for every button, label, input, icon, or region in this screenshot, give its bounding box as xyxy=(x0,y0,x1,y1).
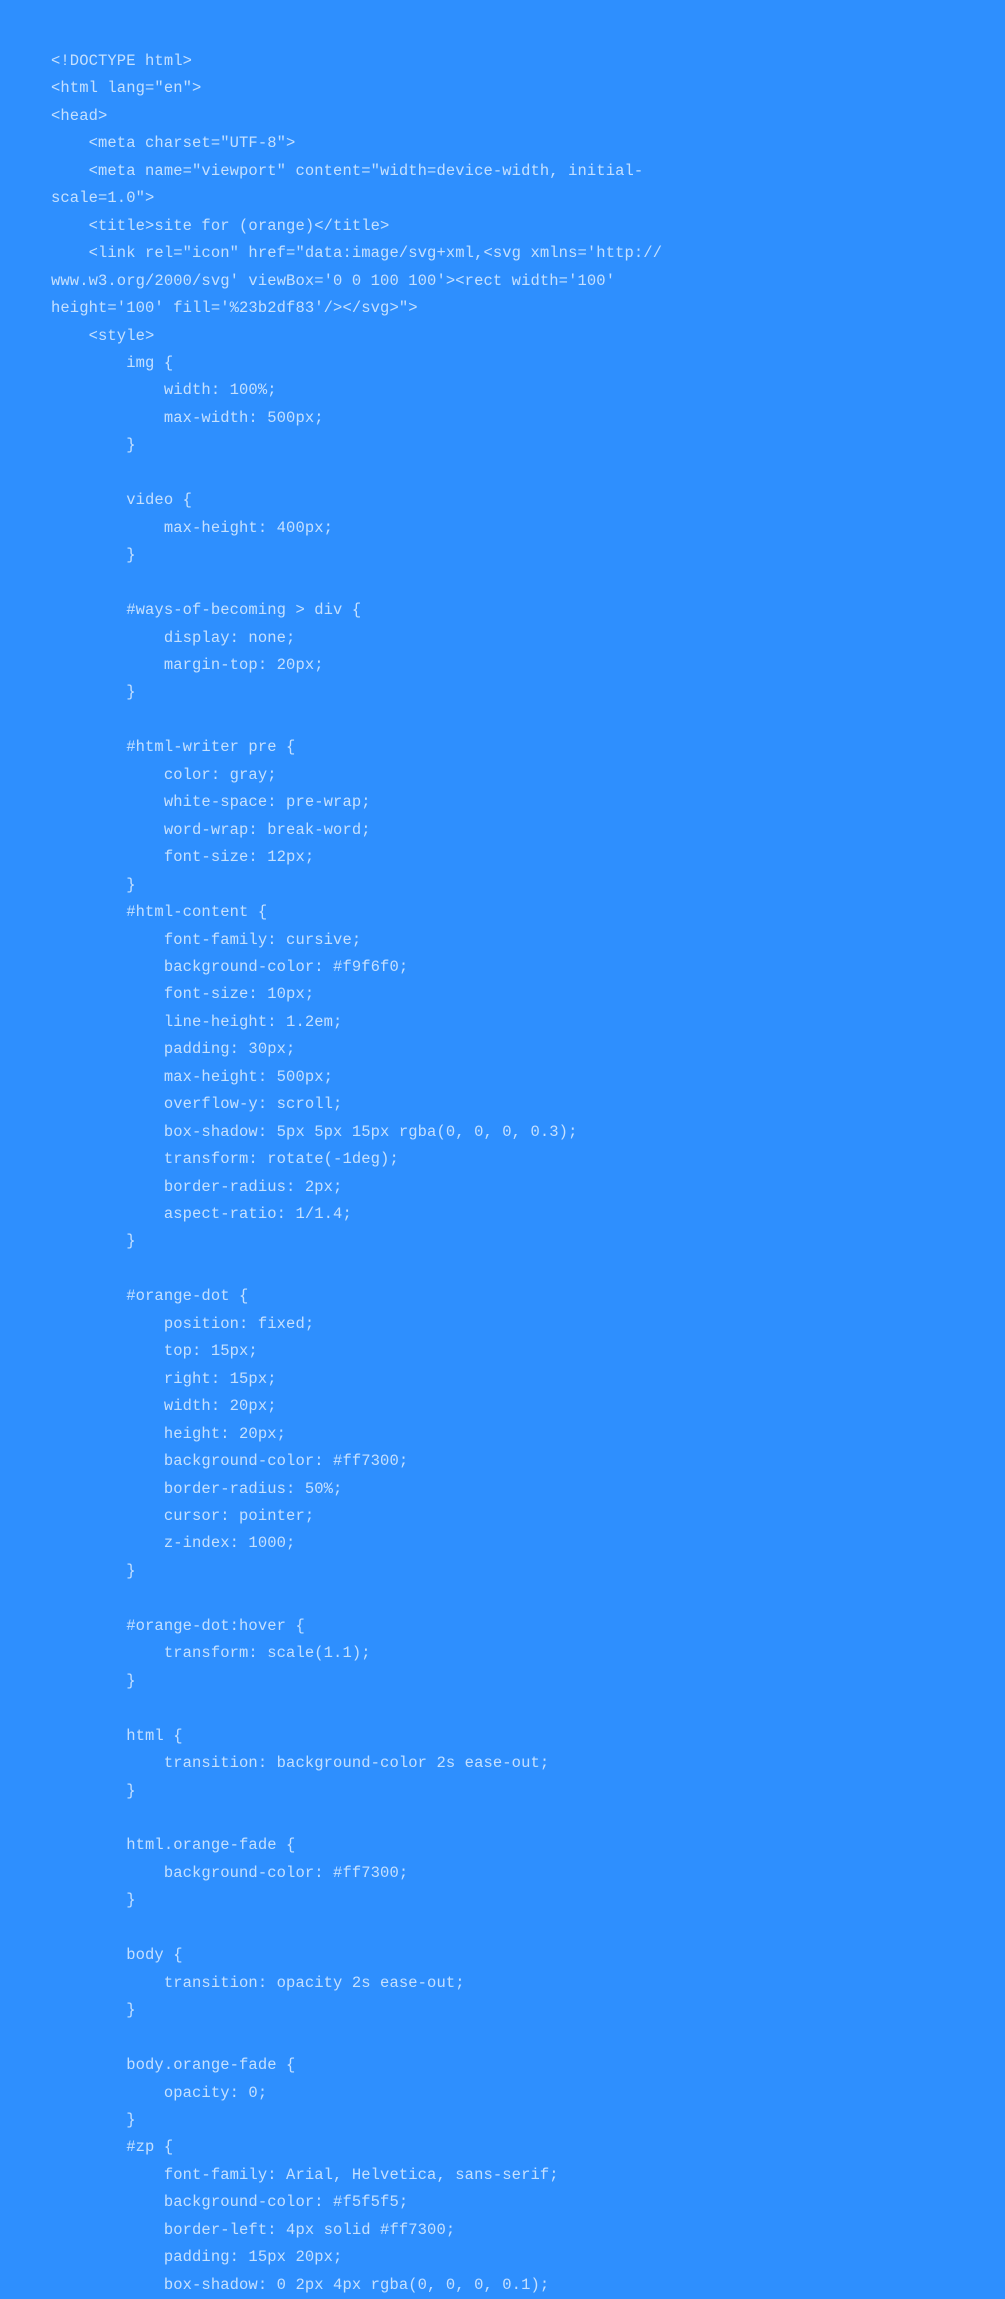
code-line: } xyxy=(51,875,136,894)
code-line xyxy=(51,707,641,734)
code-line: <meta charset="UTF-8"> xyxy=(51,134,296,153)
code-line: #ways-of-becoming > div { xyxy=(51,601,362,620)
code-line: #html-writer pre { xyxy=(51,738,296,757)
code-line: scale=1.0"> xyxy=(51,189,155,208)
code-line xyxy=(51,1915,641,1942)
code-line: } xyxy=(51,1781,136,1800)
code-line: right: 15px; xyxy=(51,1369,277,1388)
code-line: <style> xyxy=(51,326,155,345)
code-line xyxy=(51,1695,641,1722)
code-line: } xyxy=(51,1671,136,1690)
code-line: img { xyxy=(51,353,174,372)
code-line: font-family: Arial, Helvetica, sans-serif; xyxy=(51,2165,559,2184)
code-line: html.orange-fade { xyxy=(51,1836,296,1855)
code-line: <link rel="icon" href="data:image/svg+xml,<svg xmlns='http:// xyxy=(51,244,663,263)
code-line: transform: rotate(-1deg); xyxy=(51,1150,399,1169)
code-line: width: 100%; xyxy=(51,381,277,400)
code-line: overflow-y: scroll; xyxy=(51,1095,343,1114)
code-line: font-family: cursive; xyxy=(51,930,362,949)
code-line: #orange-dot:hover { xyxy=(51,1616,305,1635)
code-line: } xyxy=(51,546,136,565)
code-line: <!DOCTYPE html> xyxy=(51,52,193,70)
code-line: <html lang="en"> xyxy=(51,79,202,98)
code-line: margin-top: 20px; xyxy=(51,655,324,674)
code-line: body.orange-fade { xyxy=(51,2056,296,2075)
code-line xyxy=(51,570,641,597)
code-line: max-height: 400px; xyxy=(51,518,334,537)
code-line xyxy=(51,1585,641,1612)
code-line: background-color: #ff7300; xyxy=(51,1452,409,1471)
code-line: border-left: 4px solid #ff7300; xyxy=(51,2220,456,2239)
code-line: www.w3.org/2000/svg' viewBox='0 0 100 100'><rect width='100' xyxy=(51,271,616,290)
code-line: color: gray; xyxy=(51,765,277,784)
code-line: z-index: 1000; xyxy=(51,1534,296,1553)
code-line: box-shadow: 0 2px 4px rgba(0, 0, 0, 0.1); xyxy=(51,2275,550,2294)
code-line: font-size: 12px; xyxy=(51,848,315,867)
code-line: html { xyxy=(51,1726,183,1745)
code-line: border-radius: 50%; xyxy=(51,1479,343,1498)
code-line: } xyxy=(51,1561,136,1580)
code-line: width: 20px; xyxy=(51,1397,277,1416)
code-line xyxy=(51,1805,641,1832)
code-line: video { xyxy=(51,491,193,510)
code-line: display: none; xyxy=(51,628,296,647)
code-line: max-width: 500px; xyxy=(51,408,324,427)
code-line: transition: background-color 2s ease-out; xyxy=(51,1754,550,1773)
code-line: word-wrap: break-word; xyxy=(51,820,371,839)
code-line: height: 20px; xyxy=(51,1424,287,1443)
code-line: background-color: #ff7300; xyxy=(51,1863,409,1882)
code-line: } xyxy=(51,2001,136,2020)
code-line xyxy=(51,2025,641,2052)
code-line: } xyxy=(51,1232,136,1251)
code-line: border-radius: 2px; xyxy=(51,1177,343,1196)
code-line xyxy=(51,460,641,487)
code-line: background-color: #f9f6f0; xyxy=(51,957,409,976)
code-line: #zp { xyxy=(51,2138,174,2157)
source-code-view xyxy=(51,48,663,2299)
code-line: font-size: 10px; xyxy=(51,985,315,1004)
code-line: position: fixed; xyxy=(51,1314,315,1333)
code-line: } xyxy=(51,436,136,455)
code-line: #html-content { xyxy=(51,903,268,922)
code-line: max-height: 500px; xyxy=(51,1067,334,1086)
code-line: <head> xyxy=(51,106,108,125)
code-line: box-shadow: 5px 5px 15px rgba(0, 0, 0, 0.3); xyxy=(51,1122,578,1141)
code-line: cursor: pointer; xyxy=(51,1507,315,1526)
code-line: height='100' fill='%23b2df83'/></svg>"> xyxy=(51,299,418,318)
code-line: padding: 15px 20px; xyxy=(51,2248,343,2267)
code-line: #orange-dot { xyxy=(51,1287,249,1306)
code-line xyxy=(51,1256,641,1283)
code-line: background-color: #f5f5f5; xyxy=(51,2193,409,2212)
code-line: transform: scale(1.1); xyxy=(51,1644,371,1663)
code-line: padding: 30px; xyxy=(51,1040,296,1059)
code-line: transition: opacity 2s ease-out; xyxy=(51,1973,465,1992)
code-line: opacity: 0; xyxy=(51,2083,268,2102)
code-line: top: 15px; xyxy=(51,1342,258,1361)
code-line: aspect-ratio: 1/1.4; xyxy=(51,1205,352,1224)
code-line: white-space: pre-wrap; xyxy=(51,793,371,812)
code-line: <meta name="viewport" content="width=device-width, initial- xyxy=(51,161,644,180)
code-line: } xyxy=(51,2110,136,2129)
code-line: } xyxy=(51,683,136,702)
code-line: body { xyxy=(51,1946,183,1965)
code-line: <title>site for (orange)</title> xyxy=(51,216,390,235)
code-line: line-height: 1.2em; xyxy=(51,1012,343,1031)
code-line: } xyxy=(51,1891,136,1910)
